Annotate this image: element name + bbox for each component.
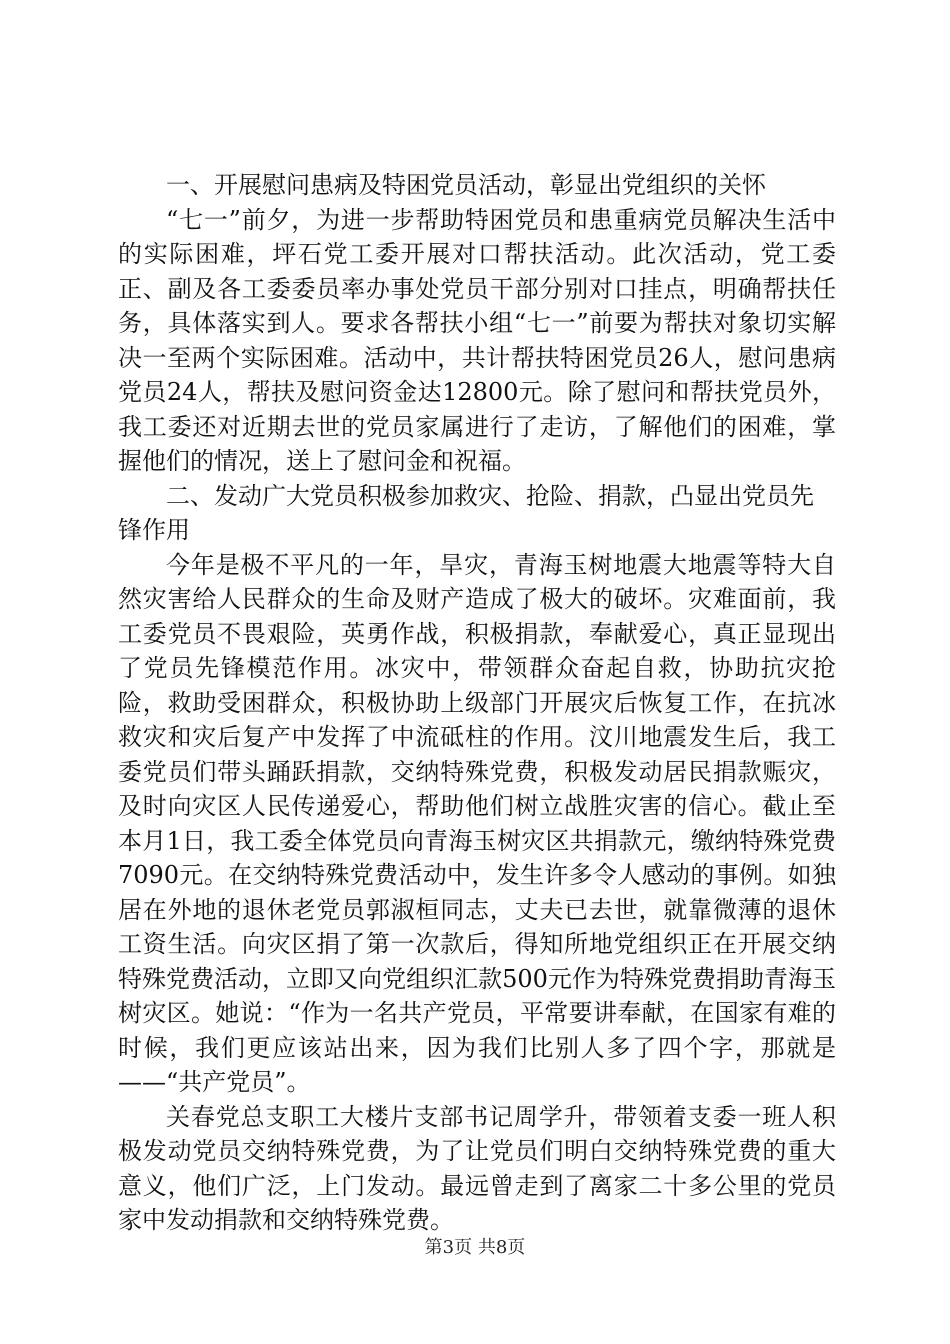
paragraph-2: 今年是极不平凡的一年，旱灾，青海玉树地震大地震等特大自然灾害给人民群众的生命及财产造成了极大的破坏。灾难面前，我工委党员不畏艰险，英勇作战，积极捐款，奉献爱心，真正显现出了党员先锋模范作用。冰灾中，带领群众奋起自救，协助抗灾抢险，救助受困群众，积极协助上级部门开展灾后恢复工作，在抗冰救灾和灾后复产中发挥了中流砥柱的作用。汶川地震发生后，我工委党员们带头踊跃捐款，交纳特殊党费，积极发动居民捐款赈灾，及时向灾区人民传递爱心，帮助他们树立战胜灾害的信心。截止至本月1日，我工委全体党员向青海玉树灾区共捐款元，缴纳特殊党费7090元。在交纳特殊党费活动中，发生许多令人感动的事例。如独居在外地的退休老党员郭淑桓同志，丈夫已去世，就靠微薄的退休工资生活。向灾区捐了第一次款后，得知所地党组织正在开展交纳特殊党费活动，立即又向党组织汇款500元作为特殊党费捐助青海玉树灾区。她说：“作为一名共产党员，平常要讲奉献，在国家有难的时候，我们更应该站出来，因为我们比别人多了四个字，那就是——“共产党员”。 — [118, 550, 836, 1096]
section-heading-2: 二、发动广大党员积极参加救灾、抢险、捐款，凸显出党员先锋作用 — [118, 481, 814, 544]
page-footer: 第3页 共8页 — [424, 1237, 526, 1258]
paragraph-1: “七一”前夕，为进一步帮助特困党员和患重病党员解决生活中的实际困难，坪石党工委开展对口帮扶活动。此次活动，党工委正、副及各工委委员率办事处党员干部分别对口挂点，明确帮扶任务，具体落实到人。要求各帮扶小组“七一”前要为帮扶对象切实解决一至两个实际困难。活动中，共计帮扶特困党员26人，慰问患病党员24人，帮扶及慰问资金达12800元。除了慰问和帮扶党员外，我工委还对近期去世的党员家属进行了走访，了解他们的困难，掌握他们的情况，送上了慰问金和祝福。 — [118, 205, 836, 475]
document-body — [118, 168, 836, 1238]
paragraph-3: 关春党总支职工大楼片支部书记周学升，带领着支委一班人积极发动党员交纳特殊党费，为了让党员们明白交纳特殊党费的重大意义，他们广泛，上门发动。最远曾走到了离家二十多公里的党员家中发动捐款和交纳特殊党费。 — [118, 1102, 836, 1234]
section-heading-1: 一、开展慰问患病及特困党员活动，彰显出党组织的关怀 — [166, 171, 766, 199]
